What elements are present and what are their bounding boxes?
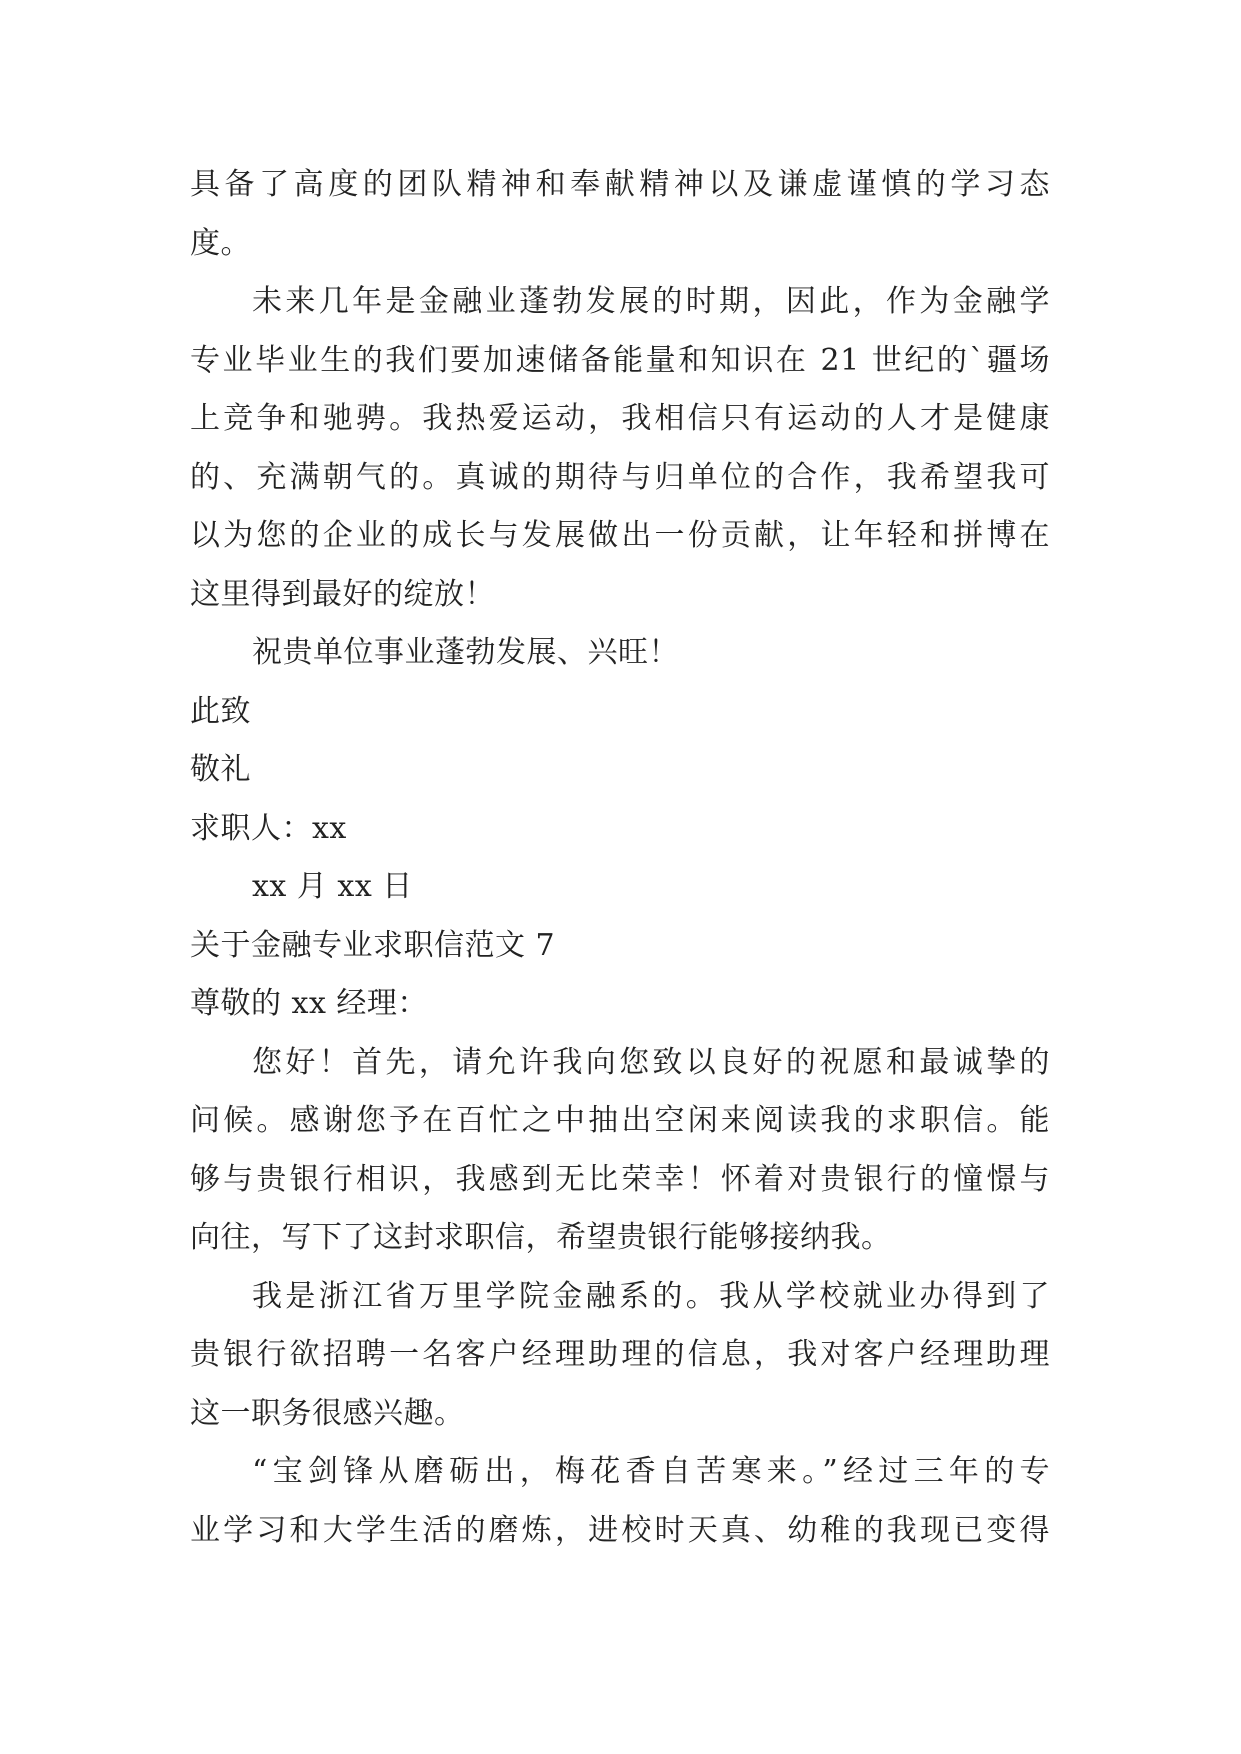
text-line: 这里得到最好的绽放！	[190, 576, 495, 612]
text-line: xx 月 xx 日	[252, 869, 413, 904]
text-line: 以为您的企业的成长与发展做出一份贡献，让年轻和拼博在	[190, 518, 1050, 553]
text-line: 的、充满朝气的。真诚的期待与归单位的合作，我希望我可	[190, 459, 1050, 495]
text-line: 业学习和大学生活的磨炼，进校时天真、幼稚的我现已变得	[190, 1512, 1050, 1548]
text-line: 上竞争和驰骋。我热爱运动，我相信只有运动的人才是健康	[190, 401, 1050, 436]
text-line: 我是浙江省万里学院金融系的。我从学校就业办得到了	[252, 1278, 1050, 1314]
text-line: 未来几年是金融业蓬勃发展的时期，因此，作为金融学	[252, 284, 1050, 319]
text-line: 敬礼	[190, 752, 251, 787]
text-line: 向往，写下了这封求职信，希望贵银行能够接纳我。	[190, 1220, 892, 1255]
text-line: “宝剑锋从磨砺出，梅花香自苦寒来。”经过三年的专	[252, 1454, 1050, 1489]
text-line: 求职人：xx	[190, 810, 347, 846]
text-line: 此致	[190, 693, 251, 729]
text-line: 贵银行欲招聘一名客户经理助理的信息，我对客户经理助理	[190, 1337, 1050, 1372]
document-body	[190, 156, 1050, 1560]
text-line: 尊敬的 xx 经理：	[190, 986, 428, 1021]
text-line: 您好！首先，请允许我向您致以良好的祝愿和最诚挚的	[252, 1044, 1050, 1080]
text-line: 这一职务很感兴趣。	[190, 1395, 465, 1431]
text-line: 问候。感谢您予在百忙之中抽出空闲来阅读我的求职信。能	[190, 1103, 1050, 1138]
text-line: 关于金融专业求职信范文 7	[190, 927, 556, 963]
text-line: 祝贵单位事业蓬勃发展、兴旺！	[252, 635, 679, 670]
text-line: 度。	[190, 225, 251, 261]
text-line: 专业毕业生的我们要加速储备能量和知识在 21 世纪的`疆场	[190, 342, 1050, 378]
text-line: 具备了高度的团队精神和奉献精神以及谦虚谨慎的学习态	[190, 167, 1050, 202]
text-line: 够与贵银行相识，我感到无比荣幸！怀着对贵银行的憧憬与	[190, 1161, 1050, 1197]
